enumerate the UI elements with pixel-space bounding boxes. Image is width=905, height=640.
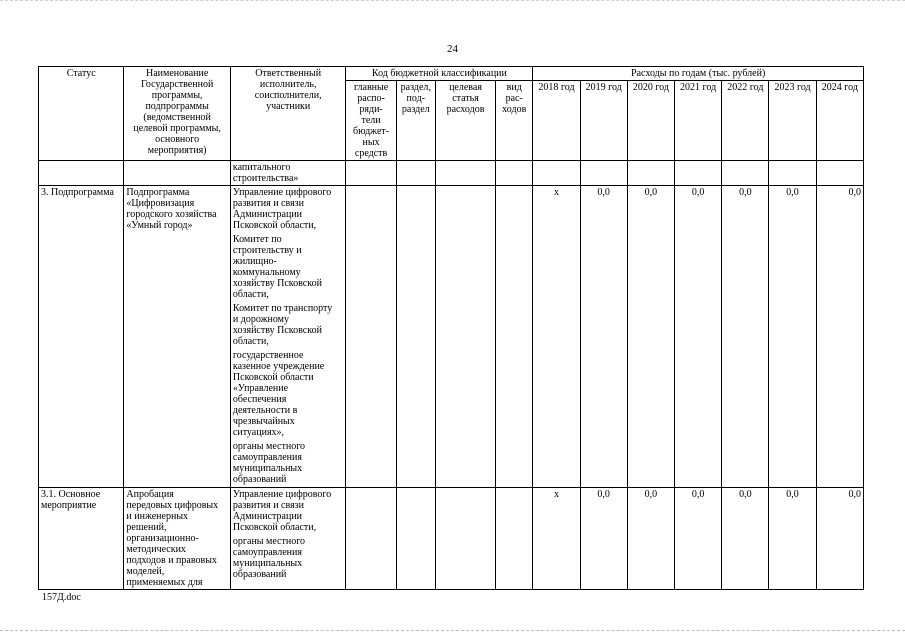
header-expenses: Расходы по годам (тыс. рублей) (533, 67, 864, 81)
expense-type-cell (496, 186, 533, 488)
scan-bottom-edge (0, 630, 905, 634)
year-value-cell: 0,0 (675, 488, 722, 590)
target-item-cell (435, 161, 495, 186)
main-managers-cell (346, 161, 396, 186)
year-value-cell: 0,0 (722, 488, 769, 590)
header-year: 2021 год (675, 81, 722, 161)
budget-table (38, 66, 864, 590)
responsible-entry: Комитет по транспорту и дорожному хозяйству Псковской области, (232, 303, 333, 347)
year-value-cell: 0,0 (722, 186, 769, 488)
name-cell: Апробация передовых цифровых и инженерных решений, организационно- методических подходов и правовых моделей, применяемых для (124, 488, 231, 590)
responsible-cell (230, 488, 346, 590)
year-value-cell: 0,0 (627, 488, 674, 590)
section-cell (396, 161, 435, 186)
header-section: раздел, под- раздел (396, 81, 435, 161)
header-status: Статус (39, 67, 124, 161)
main-managers-cell (346, 186, 396, 488)
target-item-cell (435, 488, 495, 590)
responsible-entry: Управление цифрового развития и связи Администрации Псковской области, (232, 489, 332, 533)
year-value-cell (533, 161, 580, 186)
section-cell (396, 186, 435, 488)
table-row (39, 186, 864, 488)
year-value-cell: 0,0 (580, 488, 627, 590)
section-cell (396, 488, 435, 590)
header-year: 2019 год (580, 81, 627, 161)
responsible-entry: Управление цифрового развития и связи Администрации Псковской области, (232, 187, 332, 231)
responsible-entry: органы местного самоуправления муниципальных образований (232, 536, 306, 580)
responsible-cell (230, 186, 346, 488)
status-cell: 3. Подпрограмма (39, 186, 124, 488)
year-value-cell: х (533, 488, 580, 590)
year-value-cell: 0,0 (675, 186, 722, 488)
expense-type-cell (496, 488, 533, 590)
header-year: 2020 год (627, 81, 674, 161)
year-value-cell (675, 161, 722, 186)
header-name: Наименование Государственной программы, подпрограммы (ведомственной целевой программы, основного мероприятия) (124, 67, 231, 161)
year-value-cell: х (533, 186, 580, 488)
year-value-cell (580, 161, 627, 186)
responsible-entry: государственное казенное учреждение Псковской области «Управление обеспечения деятельности в чрезвычайных ситуациях», (232, 350, 325, 438)
header-year: 2024 год (816, 81, 863, 161)
header-year: 2018 год (533, 81, 580, 161)
name-cell (124, 161, 231, 186)
expense-type-cell (496, 161, 533, 186)
status-cell (39, 161, 124, 186)
responsible-entry: органы местного самоуправления муниципальных образований (232, 441, 306, 485)
header-target-item: целевая статья расходов (435, 81, 495, 161)
year-value-cell (722, 161, 769, 186)
header-row-1 (39, 67, 864, 81)
scan-top-edge (0, 0, 905, 4)
responsible-cell: капитального строительства» (230, 161, 346, 186)
header-expense-type: вид рас- ходов (496, 81, 533, 161)
header-budget-code: Код бюджетной классификации (346, 67, 533, 81)
page-number: 24 (447, 43, 458, 55)
responsible-entry: Комитет по строительству и жилищно- коммунальному хозяйству Псковской области, (232, 234, 322, 300)
header-responsible: Ответственный исполнитель, соисполнители, участники (230, 67, 346, 161)
header-year: 2023 год (769, 81, 816, 161)
year-value-cell: 0,0 (816, 186, 863, 488)
status-cell: 3.1. Основное мероприятие (39, 488, 124, 590)
year-value-cell: 0,0 (580, 186, 627, 488)
name-cell: Подпрограмма «Цифровизация городского хозяйства «Умный город» (124, 186, 231, 488)
table-row (39, 488, 864, 590)
year-value-cell (816, 161, 863, 186)
document-filename: 157Д.doc (42, 592, 81, 603)
year-value-cell (769, 161, 816, 186)
header-year: 2022 год (722, 81, 769, 161)
year-value-cell: 0,0 (769, 488, 816, 590)
table-row (39, 161, 864, 186)
year-value-cell: 0,0 (769, 186, 816, 488)
main-managers-cell (346, 488, 396, 590)
header-main-managers: главные распо- ряди- тели бюджет- ных средств (346, 81, 396, 161)
year-value-cell: 0,0 (816, 488, 863, 590)
year-value-cell: 0,0 (627, 186, 674, 488)
target-item-cell (435, 186, 495, 488)
year-value-cell (627, 161, 674, 186)
